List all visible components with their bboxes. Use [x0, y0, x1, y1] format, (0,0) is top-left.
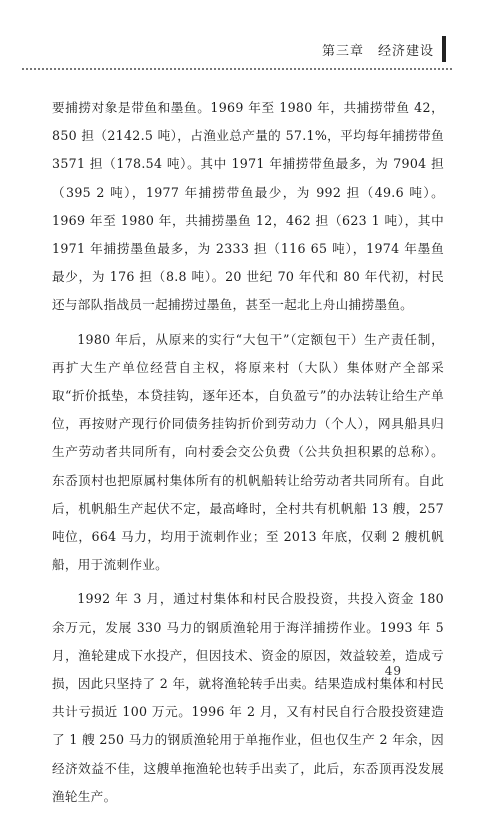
paragraph-continued: 要捕捞对象是带鱼和墨鱼。1969 年至 1980 年，共捕捞带鱼 42，850 担（2142.5 吨），占渔业总产量的 57.1%，平均每年捕捞带鱼 3571 担（178.54 吨）。其中 1971 年捕捞带鱼最多，为 7904 担（395 2 吨），1977 年捕捞带鱼最少，为 992 担（49.6 吨）。1969 年至 1980 年，共捕捞墨鱼 12，462 担（623 1 吨），其中 1971 年捕捞墨鱼最多，为 2333 担（116 65 吨），1974 年墨鱼最少，为 176 担（8.8 吨）。20 世纪 70 年代和 80 年代初，村民还与部队指战员一起捕捞过墨鱼，甚至一起北上舟山捕捞墨鱼。: [52, 100, 444, 313]
paragraph-1980: 1980 年后，从原来的实行“大包干”（定额包干）生产责任制，再扩大生产单位经营自主权，将原来村（大队）集体财产全部采取“折价抵垫，本贷挂钩，逐年还本，自负盈亏”的办法转让给生产单位，再按财产现行价同债务挂钩折价到劳动力（个人），网具船具归生产劳动者共同所有，向村委会交公负费（公共负担积累的总称）。东岙顶村也把原属村集体所有的机帆船转让给劳动者共同所有。自此后，机帆船生产起伏不定，最高峰时，全村共有机帆船 13 艘，257 吨位，664 马力，均用于流刺作业；至 2013 年底，仅剩 2 艘机帆船，用于流刺作业。: [52, 331, 444, 573]
page-number: 49: [384, 664, 402, 678]
body-text: [52, 94, 444, 817]
header-bar-mark: [442, 36, 446, 62]
chapter-title: 第三章 经济建设: [321, 44, 434, 59]
paragraph-1992: 1992 年 3 月，通过村集体和村民合股投资，共投入资金 180 余万元，发展 330 马力的钢质渔轮用于海洋捕捞作业。1993 年 5 月，渔轮建成下水投产，但因技术、资金的原因，效益较差，造成亏损，因此只坚持了 2 年，就将渔轮转手出卖。结果造成村集体和村民共计亏损近 100 万元。1996 年 2 月，又有村民自行合股投资建造了 1 艘 250 马力的钢质渔轮用于单拖作业，但也仅生产 2 年余，因经济效益不佳，这艘单拖渔轮也转手出卖了，此后，东岙顶再没发展渔轮生产。: [52, 591, 444, 804]
header-dotted-rule: [22, 68, 452, 70]
running-header: [22, 30, 452, 70]
